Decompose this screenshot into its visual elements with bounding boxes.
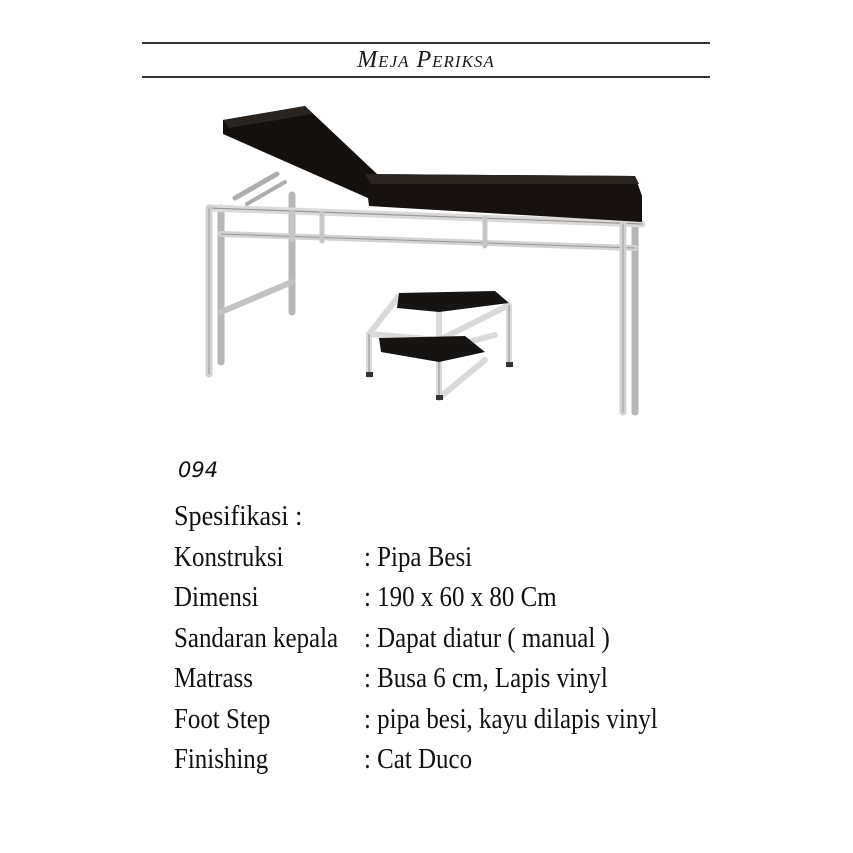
specifications-heading: Spesifikasi : bbox=[174, 500, 303, 532]
product-image bbox=[195, 100, 665, 420]
page-title: Meja Periksa bbox=[357, 46, 495, 73]
spec-value: : Dapat diatur ( manual ) bbox=[364, 621, 610, 654]
spec-row-sandaran-kepala bbox=[174, 618, 734, 659]
spec-row-matrass bbox=[174, 658, 734, 699]
specifications bbox=[174, 496, 734, 780]
foot-step bbox=[366, 291, 513, 400]
spec-value: : pipa besi, kayu dilapis vinyl bbox=[364, 702, 658, 735]
spec-row-foot-step bbox=[174, 699, 734, 740]
spec-label: Matrass bbox=[174, 662, 253, 694]
spec-value: : 190 x 60 x 80 Cm bbox=[364, 581, 557, 613]
mattress bbox=[223, 106, 642, 222]
spec-value: : Cat Duco bbox=[364, 743, 473, 775]
spec-label: Dimensi bbox=[174, 581, 259, 613]
spec-label: Sandaran kepala bbox=[174, 621, 339, 654]
spec-value: : Busa 6 cm, Lapis vinyl bbox=[364, 662, 608, 694]
spec-label: Foot Step bbox=[174, 702, 271, 735]
spec-label: Finishing bbox=[174, 743, 269, 775]
spec-row-dimensi bbox=[174, 577, 734, 618]
spec-label: Konstruksi bbox=[174, 540, 284, 573]
spec-value: : Pipa Besi bbox=[364, 540, 473, 573]
spec-row-konstruksi bbox=[174, 537, 734, 578]
product-code: 094 bbox=[178, 458, 219, 482]
spec-row-finishing bbox=[174, 739, 734, 780]
title-bar bbox=[142, 42, 710, 78]
